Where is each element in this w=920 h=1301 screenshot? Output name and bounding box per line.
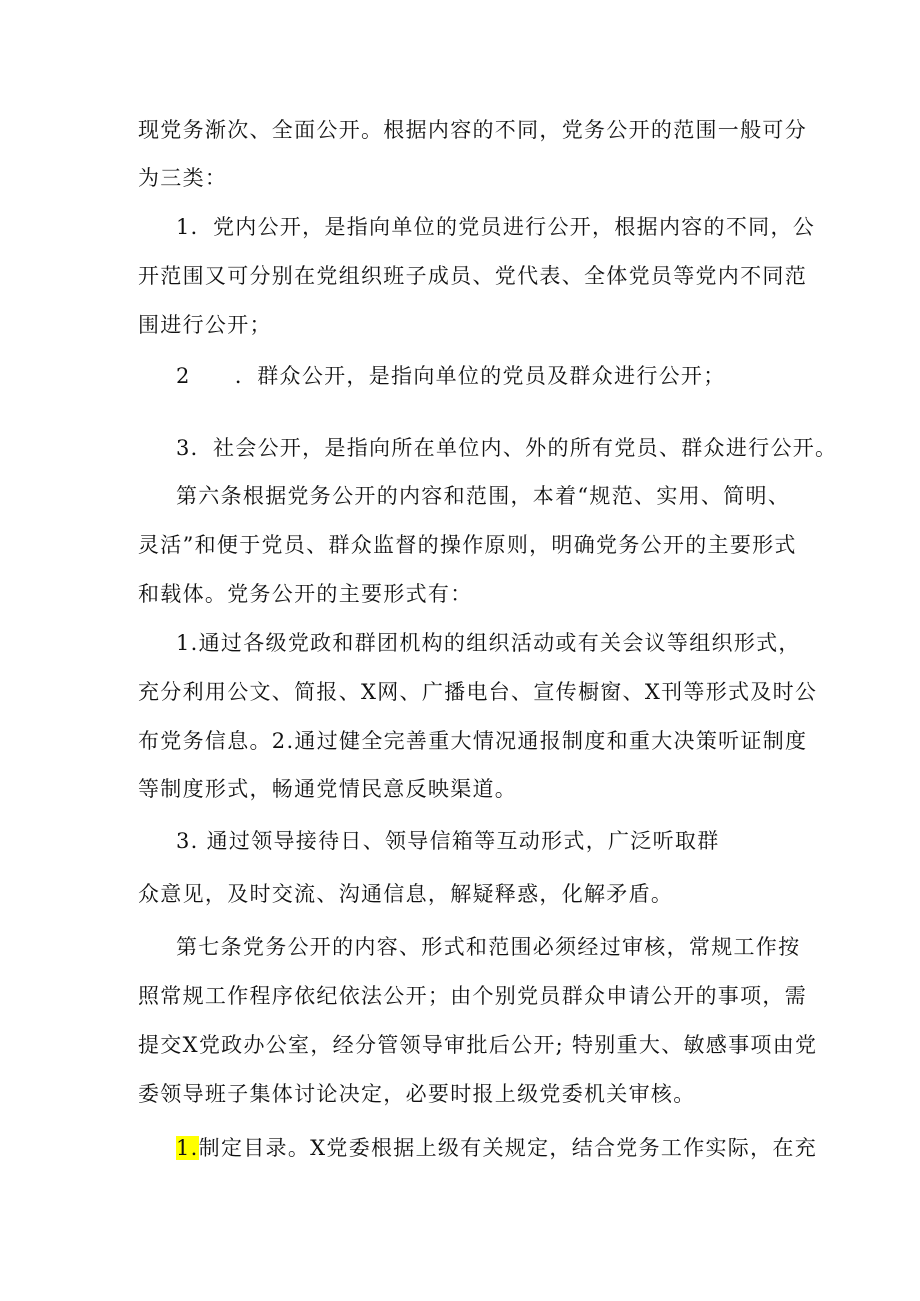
text-line: 灵活”和便于党员、群众监督的操作原则，明确党务公开的主要形式: [138, 533, 797, 557]
form-item-1: 1.通过各级党政和群团机构的组织活动或有关会议等组织形式，: [176, 631, 801, 655]
highlighted-number: 1.: [176, 1136, 199, 1160]
text-line: 提交X党政办公室，经分管领导审批后公开; 特别重大、敏感事项由党: [138, 1033, 818, 1057]
article-seven: 第七条党务公开的内容、形式和范围必须经过审核，常规工作按: [176, 935, 801, 959]
text-line: 布党务信息。2.通过健全完善重大情况通报制度和重大决策听证制度: [138, 729, 808, 753]
text-line: 众意见，及时交流、沟通信息，解疑释惑，化解矛盾。: [138, 882, 674, 906]
text-line: 围进行公开；: [138, 313, 272, 337]
list-item-1: 1．党内公开，是指向单位的党员进行公开，根据内容的不同，公: [176, 215, 816, 239]
form-item-3: 3. 通过领导接待日、领导信箱等互动形式，广泛听取群: [176, 829, 720, 853]
text-line: 为三类：: [138, 166, 228, 190]
text-line: 现党务渐次、全面公开。根据内容的不同，党务公开的范围一般可分: [138, 118, 807, 142]
article-six: 第六条根据党务公开的内容和范围，本着“规范、实用、简明、: [176, 484, 791, 508]
catalog-item-text: 制定目录。X党委根据上级有关规定，结合党务工作实际，在充: [198, 1136, 817, 1160]
text-line: 照常规工作程序依纪依法公开；由个别党员群众申请公开的事项，需: [138, 984, 807, 1008]
text-line: 开范围又可分别在党组织班子成员、党代表、全体党员等党内不同范: [138, 264, 807, 288]
list-item-2: 2 ．群众公开，是指向单位的党员及群众进行公开；: [176, 364, 726, 388]
text-line: 和载体。党务公开的主要形式有：: [138, 582, 473, 606]
list-item-3: 3．社会公开，是指向所在单位内、外的所有党员、群众进行公开。: [176, 436, 838, 460]
text-line: 等制度形式，畅通党情民意反映渠道。: [138, 777, 518, 801]
text-line: 充分利用公文、简报、X网、广播电台、宣传橱窗、X刊等形式及时公: [138, 680, 818, 704]
text-line: 委领导班子集体讨论决定，必要时报上级党委机关审核。: [138, 1082, 696, 1106]
catalog-item-1: [176, 1133, 826, 1163]
